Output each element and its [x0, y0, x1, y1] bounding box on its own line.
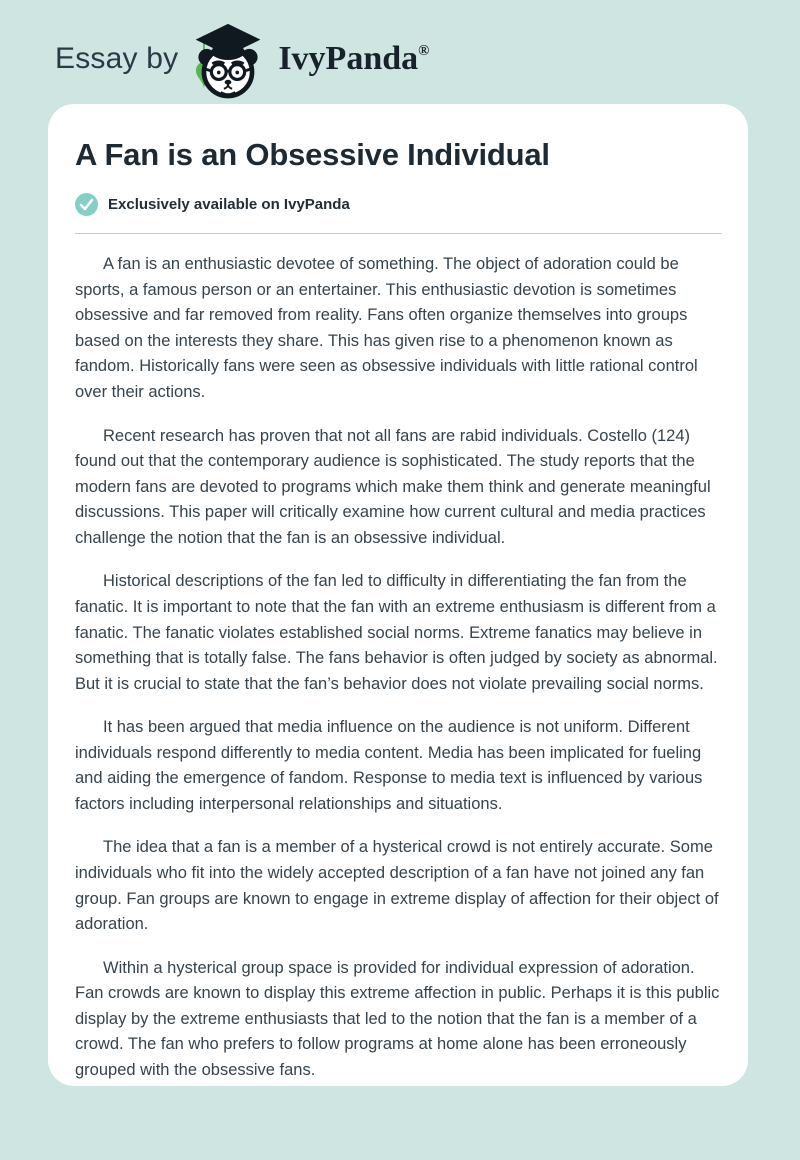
- header: [0, 0, 800, 92]
- essay-paragraph: The idea that a fan is a member of a hysterical crowd is not entirely accurate. Some individuals who fit into the widely accepted description of a fan have not joined any fan group. Fan groups are known to engage in extreme display of affection for their object of adoration.: [75, 838, 719, 934]
- divider: [75, 233, 722, 234]
- essay-by-label: Essay by: [55, 42, 179, 75]
- exclusive-badge: [75, 193, 722, 216]
- essay-paragraph: It has been argued that media influence on the audience is not uniform. Different individuals respond differently to media content. Media has been implicated for fueling and aiding the emergence of fandom. Response to media text is influenced by various factors including interpersonal relationships and situations.: [75, 718, 703, 813]
- essay-title: A Fan is an Obsessive Individual: [75, 137, 550, 172]
- check-icon: [75, 193, 98, 216]
- essay-paragraph: A fan is an enthusiastic devotee of something. The object of adoration could be sports, a famous person or an entertainer. This enthusiastic devotion is sometimes obsessive and far removed from reality. Fans often organize themselves into groups based on the interests they share. This has given rise to a phenomenon known as fandom. Historically fans were seen as obsessive individuals with little rational control over their actions.: [75, 255, 698, 401]
- essay-paragraph: Recent research has proven that not all fans are rabid individuals. Costello (124) found out that the contemporary audience is sophisticated. The study reports that the modern fans are devoted to programs which make them think and generate meaningful discussions. This paper will critically examine how current cultural and media practices challenge the notion that the fan is an obsessive individual.: [75, 426, 711, 547]
- essay-card: [48, 104, 748, 1086]
- brand-text: IvyPanda: [278, 40, 419, 77]
- essay-body: [75, 252, 722, 1083]
- panda-graduate-icon: [191, 17, 265, 103]
- essay-paragraph: Historical descriptions of the fan led to difficulty in differentiating the fan from the fanatic. It is important to note that the fan with an extreme enthusiasm is different from a fanatic. The fanatic violates established social norms. Extreme fanatics may believe in something that is totally false. The fans behavior is often judged by society as abnormal. But it is crucial to state that the fan’s behavior does not violate prevailing social norms.: [75, 572, 718, 693]
- exclusive-badge-label: Exclusively available on IvyPanda: [108, 196, 350, 214]
- essay-paragraph: Within a hysterical group space is provided for individual expression of adoration. Fan crowds are known to display this extreme affection in public. Perhaps it is this public display by the extreme enthusiasts that led to the notion that the fan is a member of a crowd. The fan who prefers to follow programs at home alone has been erroneously grouped with the obsessive fans.: [75, 958, 720, 1079]
- registered-mark: ®: [418, 43, 430, 59]
- brand-name: [278, 40, 429, 78]
